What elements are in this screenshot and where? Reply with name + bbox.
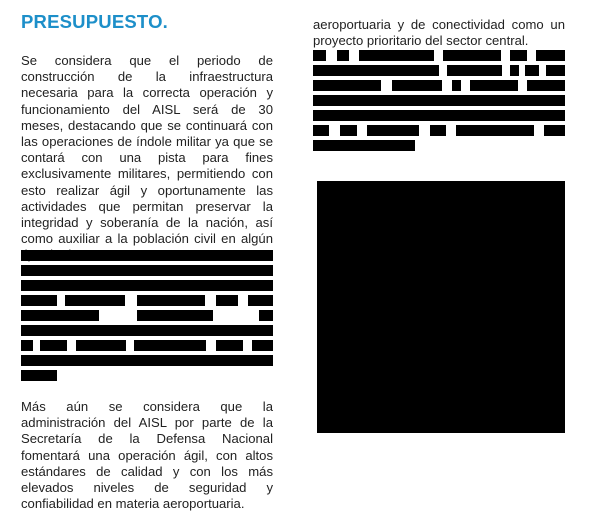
redaction-bar <box>134 340 206 351</box>
redaction-bar <box>447 65 502 76</box>
redaction-bar <box>510 65 519 76</box>
right-paragraph-1: aeroportuaria y de conectividad como un proyecto prioritario del sector central. <box>313 17 565 49</box>
redaction-bar <box>452 80 461 91</box>
redaction-bar <box>40 340 67 351</box>
redaction-bar <box>544 125 565 136</box>
redaction-bar <box>21 265 273 276</box>
redaction-bar <box>21 295 57 306</box>
redaction-bar <box>216 295 238 306</box>
redaction-bar <box>21 340 33 351</box>
redaction-bar <box>252 340 273 351</box>
redaction-bar <box>21 250 273 261</box>
redacted-image <box>317 181 565 433</box>
redaction-bar <box>21 310 99 321</box>
redaction-bar <box>65 295 125 306</box>
redaction-bar <box>392 80 442 91</box>
redaction-bar <box>359 50 434 61</box>
left-paragraph-2: Más aún se considera que la administración del AISL por parte de la Secretaría de la Defensa Nacional fomentará una operación ágil, con altos estándares de calidad y con los más elevados niveles de seguridad y confiabilidad en materia aeroportuaria. <box>21 399 273 512</box>
redaction-bar <box>248 295 273 306</box>
redaction-bar <box>76 340 126 351</box>
redaction-bar <box>470 80 518 91</box>
redaction-bar <box>313 125 329 136</box>
redaction-bar <box>340 125 357 136</box>
redaction-bar <box>430 125 446 136</box>
redaction-bar <box>546 65 565 76</box>
redaction-bar <box>510 50 527 61</box>
redaction-bar <box>313 65 439 76</box>
redaction-bar <box>456 125 534 136</box>
redaction-bar <box>137 295 205 306</box>
redaction-bar <box>337 50 349 61</box>
redaction-bar <box>259 310 273 321</box>
redaction-bar <box>21 280 273 291</box>
left-paragraph-1: Se considera que el periodo de construcción de la infraestructura necesaria para la correcta operación y funcionamiento del AISL será de 30 meses, destacando que se continuará con las operaciones de índole militar ya que se contará con una pista para fines exclusivamente militares, permitiendo con esto realizar ágil y oportunamente las actividades que permitan preservar la integridad y soberanía de la nación, así como auxiliar a la población civil en algún <box>21 53 273 247</box>
redaction-bar <box>367 125 419 136</box>
redaction-bar <box>21 325 273 336</box>
redaction-bar <box>313 140 415 151</box>
redaction-bar <box>313 50 326 61</box>
redaction-bar <box>137 310 213 321</box>
redaction-bar <box>216 340 243 351</box>
redaction-bar <box>527 80 565 91</box>
section-heading: PRESUPUESTO. <box>21 11 169 32</box>
redaction-bar <box>443 50 501 61</box>
redaction-bar <box>313 110 565 121</box>
redaction-bar <box>21 355 273 366</box>
redaction-bar <box>313 95 565 106</box>
redaction-bar <box>536 50 565 61</box>
redaction-bar <box>313 80 381 91</box>
redaction-bar <box>21 370 57 381</box>
redaction-bar <box>525 65 539 76</box>
